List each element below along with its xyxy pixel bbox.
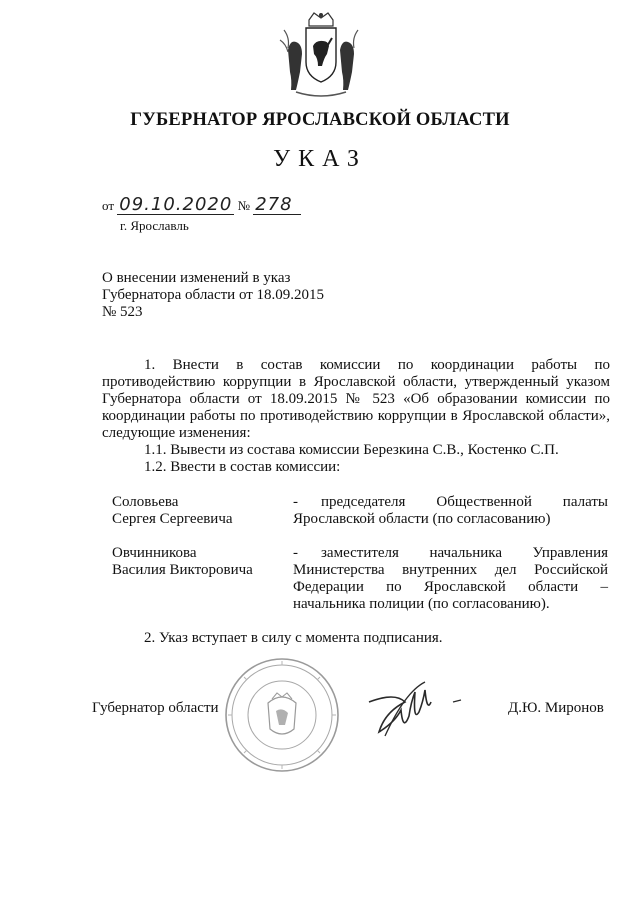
document-subject xyxy=(102,270,324,321)
signatory-name: Д.Ю. Миронов xyxy=(508,700,604,716)
document-body xyxy=(102,357,610,476)
number-value: 278 xyxy=(253,196,301,215)
date-value: 09.10.2020 xyxy=(119,194,233,215)
subject-line: Губернатора области от 18.09.2015 xyxy=(102,287,325,303)
member-role: председателя Общественной палаты Ярославской области (по согласованию) xyxy=(293,494,608,527)
member-surname: Овчинникова xyxy=(112,545,197,561)
document-title: ГУБЕРНАТОР ЯРОСЛАВСКОЙ ОБЛАСТИ xyxy=(130,110,510,130)
member-surname: Соловьева xyxy=(112,494,179,510)
paragraph-1: 1. Внести в состав комиссии по координации работы по противодействию коррупции в Ярославской области, утвержденный указом Губернатора области от 18.09.2015 № 523 «Об образовании комиссии по координации работы по противодействию коррупции в Ярославской области», следующие изменения: xyxy=(102,357,610,441)
paragraph-1-2: 1.2. Ввести в состав комиссии: xyxy=(144,459,341,475)
member-role-block xyxy=(293,545,608,613)
role-dash: - xyxy=(293,545,298,561)
paragraph-2: 2. Указ вступает в силу с момента подписания. xyxy=(144,630,443,646)
member-given-name: Сергея Сергеевича xyxy=(112,511,233,527)
member-role: заместителя начальника Управления Министерства внутренних дел Российской Федерации по Ярославской области – начальника полиции (по согласованию). xyxy=(293,545,608,612)
subject-line: О внесении изменений в указ xyxy=(102,270,291,286)
number-prefix: № xyxy=(237,198,250,213)
document-type: УКАЗ xyxy=(273,146,367,172)
official-seal-stamp xyxy=(222,655,342,775)
city: г. Ярославль xyxy=(120,218,189,233)
date-number-line xyxy=(102,196,301,215)
member-role-block xyxy=(293,494,608,528)
member-name-block xyxy=(112,494,233,528)
date-prefix: от xyxy=(102,198,115,213)
role-dash: - xyxy=(293,494,298,510)
subject-line: № 523 xyxy=(102,304,143,320)
handwritten-signature xyxy=(365,672,465,752)
paragraph-1-1: 1.1. Вывести из состава комиссии Березкина С.В., Костенко С.П. xyxy=(144,442,559,458)
signature-position: Губернатор области xyxy=(92,700,219,716)
coat-of-arms-emblem xyxy=(276,10,366,102)
member-name-block xyxy=(112,545,253,579)
member-given-name: Василия Викторовича xyxy=(112,562,253,578)
